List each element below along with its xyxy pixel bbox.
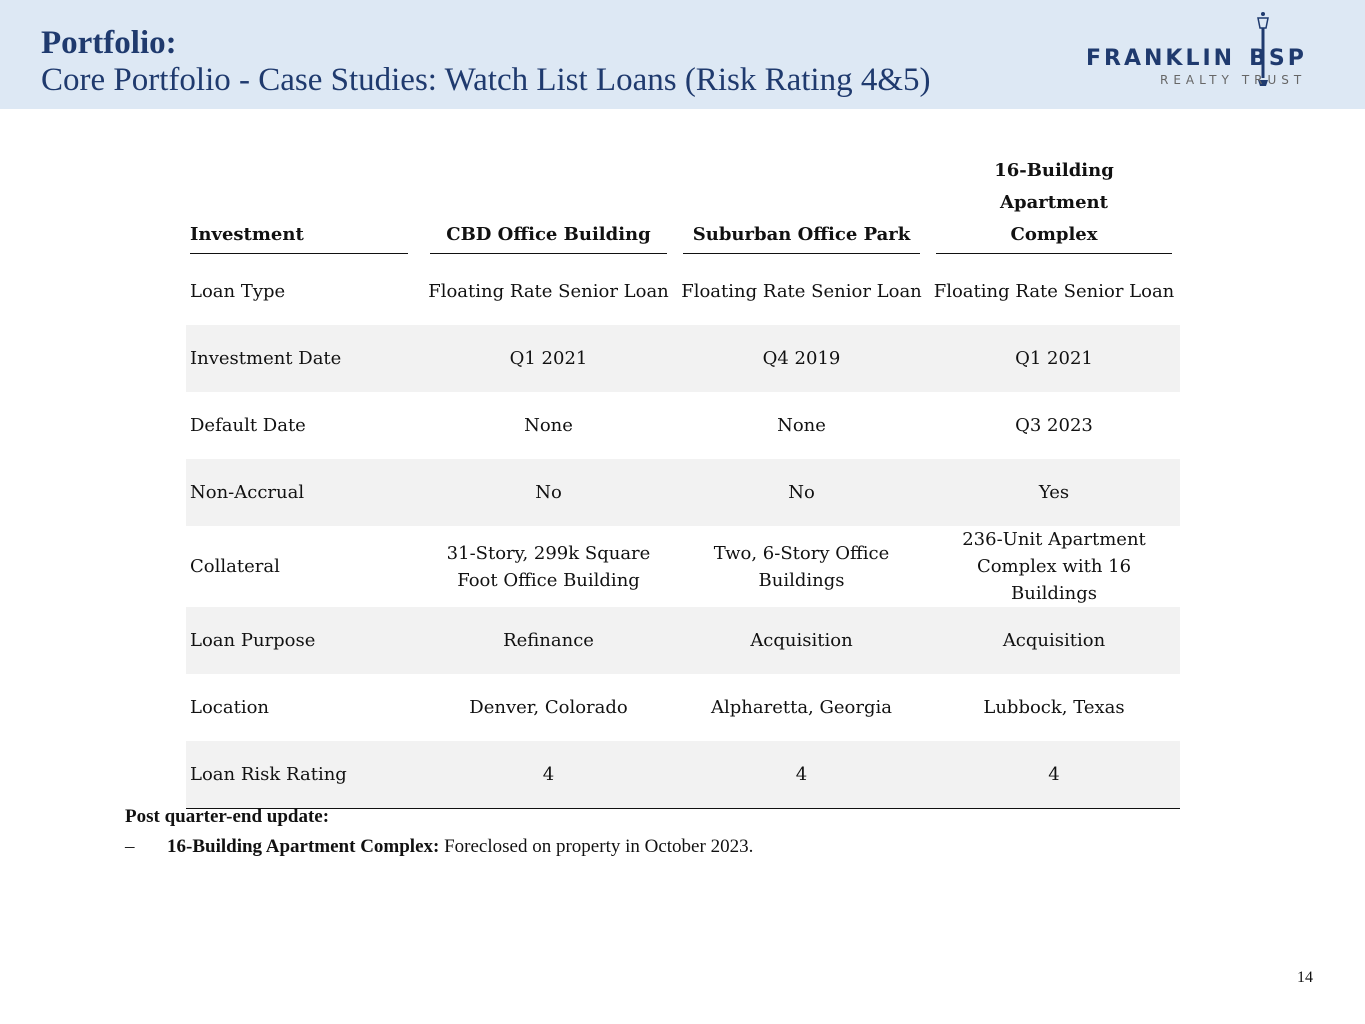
row-label: Loan Risk Rating	[186, 741, 422, 809]
table-cell: Floating Rate Senior Loan	[428, 281, 669, 302]
row-label: Collateral	[190, 556, 280, 577]
table-cell: None	[777, 415, 826, 436]
logo-wordmark	[1086, 46, 1307, 71]
table-cell: Alpharetta, Georgia	[711, 697, 892, 718]
company-logo	[1080, 10, 1355, 94]
bullet-dash: –	[125, 836, 135, 857]
table-header-row	[186, 155, 1180, 254]
table-cell: Q1 2021	[422, 325, 675, 392]
table-cell: Denver, Colorado	[469, 697, 628, 718]
column-header: Suburban Office Park	[675, 155, 928, 254]
row-label: Non-Accrual	[186, 459, 422, 526]
row-label: Location	[190, 697, 270, 718]
table-cell: Q3 2023	[1015, 415, 1093, 436]
table-cell: 4	[422, 741, 675, 809]
table-cell: Two, 6-Story Office Buildings	[713, 542, 890, 591]
table-cell: Q1 2021	[928, 325, 1180, 392]
table-cell: Q4 2019	[675, 325, 928, 392]
update-heading: Post quarter-end update:	[125, 806, 330, 827]
row-label: Loan Type	[190, 281, 286, 302]
table-row	[186, 674, 1180, 741]
table-cell: Refinance	[422, 607, 675, 674]
table-cell: None	[524, 415, 573, 436]
column-header: 16-Building Apartment Complex	[928, 155, 1180, 254]
table-cell: No	[675, 459, 928, 526]
table-cell: 4	[675, 741, 928, 809]
table-cell: 4	[928, 741, 1180, 809]
logo-word-trust: TRUST	[1241, 73, 1307, 87]
table-row	[186, 392, 1180, 459]
page-title: Portfolio:	[41, 25, 177, 61]
logo-word-realty: REALTY	[1160, 73, 1234, 87]
update-bullet-item	[125, 836, 753, 858]
column-header: CBD Office Building	[422, 155, 675, 254]
header-band	[0, 0, 1365, 109]
row-label: Default Date	[190, 415, 306, 436]
table-cell: Floating Rate Senior Loan	[933, 281, 1175, 302]
table-row	[186, 741, 1180, 809]
row-label: Loan Purpose	[186, 607, 422, 674]
table-cell: Lubbock, Texas	[983, 697, 1125, 718]
logo-tagline	[1160, 73, 1306, 87]
table-row	[186, 258, 1180, 325]
table-cell: 236-Unit Apartment Complex with 16 Buildings	[962, 529, 1146, 604]
update-item-text: Foreclosed on property in October 2023.	[439, 836, 754, 857]
row-label: Investment Date	[186, 325, 422, 392]
table-cell: No	[422, 459, 675, 526]
table-cell: Floating Rate Senior Loan	[681, 281, 922, 302]
page-subtitle: Core Portfolio - Case Studies: Watch List Loans (Risk Rating 4&5)	[41, 62, 931, 98]
table-row	[186, 526, 1180, 607]
logo-word-franklin: FRANKLIN	[1086, 46, 1236, 71]
update-item-label: 16-Building Apartment Complex:	[167, 836, 440, 857]
table-row	[186, 607, 1180, 674]
table-cell: Yes	[928, 459, 1180, 526]
table-cell: Acquisition	[928, 607, 1180, 674]
watch-list-table	[186, 155, 1180, 809]
table-cell: 31-Story, 299k Square Foot Office Building	[446, 542, 651, 591]
logo-word-bsp: BSP	[1249, 46, 1307, 71]
column-header: Investment	[186, 155, 422, 254]
table-row	[186, 459, 1180, 526]
table-cell: Acquisition	[675, 607, 928, 674]
page-number: 14	[1297, 969, 1313, 986]
table-row	[186, 325, 1180, 392]
